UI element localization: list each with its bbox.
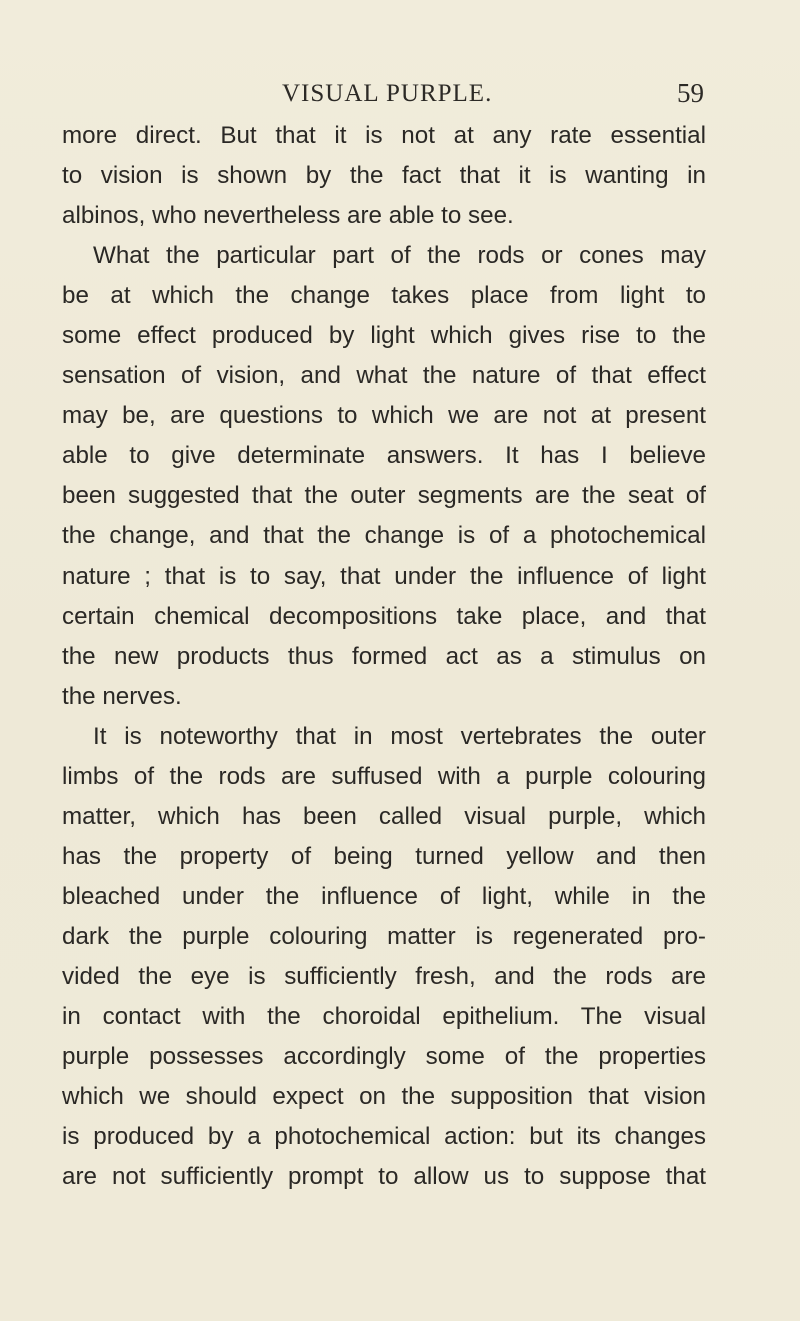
text-line: in contact with the choroidal epithelium. The visual (62, 1003, 706, 1031)
text-line: more direct. But that it is not at any rate essential (62, 122, 706, 149)
running-title: VISUAL PURPLE. (282, 80, 493, 107)
text-line: may be, are questions to which we are not at present (62, 402, 706, 430)
text-line: purple possesses accordingly some of the properties (62, 1043, 706, 1071)
text-line: sensation of vision, and what the nature of that effect (62, 362, 706, 390)
text-line: certain chemical decompositions take place, and that (62, 602, 706, 630)
text-line: What the particular part of the rods or cones may (93, 242, 706, 270)
text-line: able to give determinate answers. It has I believe (62, 442, 706, 470)
text-line: dark the purple colouring matter is regenerated pro- (62, 922, 706, 950)
page-number: 59 (677, 78, 704, 108)
text-line: to vision is shown by the fact that it is wanting in (62, 162, 706, 190)
text-line: is produced by a photochemical action: but its changes (62, 1123, 706, 1151)
text-line: nature ; that is to say, that under the influence of light (62, 562, 706, 590)
text-line: has the property of being turned yellow and then (62, 842, 706, 870)
text-line: some effect produced by light which gives rise to the (62, 322, 706, 350)
text-line: vided the eye is sufficiently fresh, and the rods are (62, 962, 706, 990)
text-line: It is noteworthy that in most vertebrates the outer (93, 722, 706, 750)
text-line: the new products thus formed act as a stimulus on (62, 642, 706, 670)
text-line: bleached under the influence of light, while in the (62, 882, 706, 910)
text-line: the change, and that the change is of a photochemical (62, 522, 706, 550)
text-line: limbs of the rods are suffused with a purple colouring (62, 762, 706, 790)
text-line: are not sufficiently prompt to allow us to suppose that (62, 1163, 706, 1191)
body-text (62, 116, 706, 1197)
text-line: be at which the change takes place from light to (62, 282, 706, 310)
text-line: the nerves. (62, 682, 182, 710)
text-line: matter, which has been called visual purple, which (62, 802, 706, 830)
text-line: albinos, who nevertheless are able to see. (62, 202, 514, 230)
page-header (62, 80, 704, 112)
text-line: been suggested that the outer segments are the seat of (62, 482, 706, 510)
text-line: which we should expect on the supposition that vision (62, 1083, 706, 1111)
